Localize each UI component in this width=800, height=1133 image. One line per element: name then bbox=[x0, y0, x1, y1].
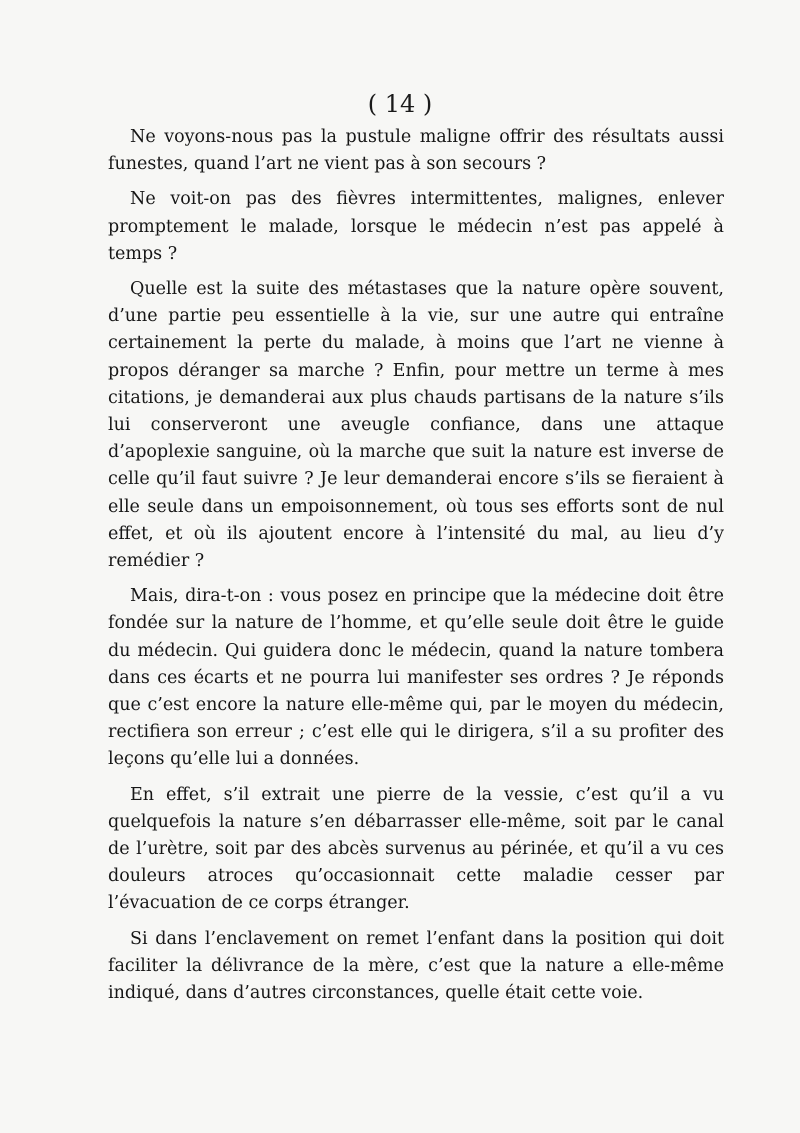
page-number: ( 14 ) bbox=[367, 90, 433, 118]
paragraph-4: Mais, dira-t-on : vous posez en principe que la médecine doit être fondée sur la nature de l’homme, et qu’elle seule doit être le guide du médecin. Qui guidera donc le médecin, quand la nature tombera dans ces écarts et ne pourra lui manifester ses ordres ? Je réponds que c’est encore la nature elle-même qui, par le moyen du médecin, rectifiera son erreur ; c’est elle qui le dirigera, s’il a su profiter des leçons qu’elle lui a données. bbox=[108, 586, 724, 770]
paragraph-6: Si dans l’enclavement on remet l’enfant dans la position qui doit faciliter la délivrance de la mère, c’est que la nature a elle-même indiqué, dans d’autres circonstances, quelle était cette voie. bbox=[108, 928, 724, 1004]
paragraph-5: En effet, s’il extrait une pierre de la vessie, c’est qu’il a vu quelquefois la nature s’en débarrasser elle-même, soit par le canal de l’urètre, soit par des abcès survenus au périnée, et qu’il a vu ces douleurs atroces qu’occasionnait cette maladie cesser par l’évacuation de ce corps étranger. bbox=[108, 784, 724, 914]
paragraph-3: Quelle est la suite des métastases que la nature opère souvent, d’une partie peu essentielle à la vie, sur une autre qui entraîne certainement la perte du malade, à moins que l’art ne vienne à propos déranger sa marche ? Enfin, pour mettre un terme à mes citations, je demanderai aux plus chauds partisans de la nature s’ils lui conserveront une aveugle confiance, dans une attaque d’apoplexie sanguine, où la marche que suit la nature est inverse de celle qu’il faut suivre ? Je leur demanderai encore s’ils se fieraient à elle seule dans un empoisonnement, où tous ses efforts sont de nul effet, et où ils ajoutent encore à l’intensité du mal, au lieu d’y remédier ? bbox=[108, 279, 724, 572]
body-text bbox=[108, 124, 724, 1015]
paragraph-2: Ne voit-on pas des fièvres intermittentes, malignes, enlever promptement le malade, lorsque le médecin n’est pas appelé à temps ? bbox=[108, 189, 724, 264]
paragraph-1: Ne voyons-nous pas la pustule maligne offrir des résultats aussi funestes, quand l’art ne vient pas à son secours ? bbox=[108, 127, 724, 175]
